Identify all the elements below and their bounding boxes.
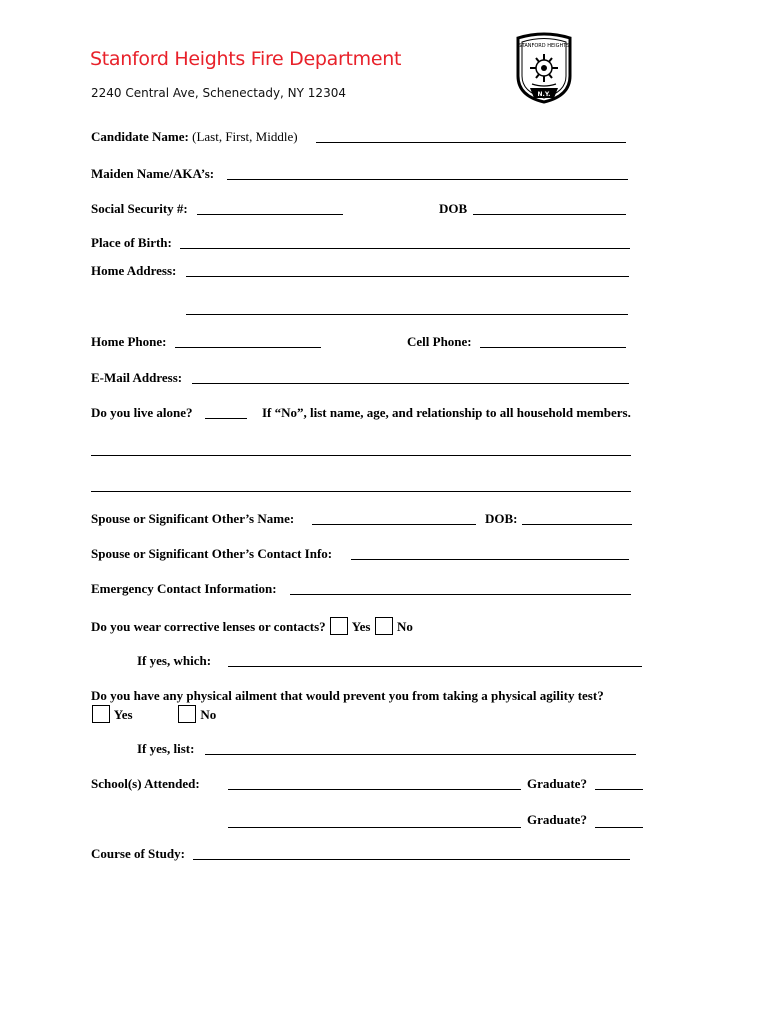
household-members-field-2[interactable]	[91, 490, 631, 492]
spouse-name-field[interactable]	[312, 523, 476, 525]
graduate-field-2[interactable]	[595, 826, 643, 828]
lenses-yes-checkbox[interactable]	[330, 617, 348, 635]
school-field-2[interactable]	[228, 826, 521, 828]
ailment-list-field[interactable]	[205, 753, 636, 755]
ailment-no-label: No	[200, 707, 217, 722]
schools-label: School(s) Attended:	[91, 776, 200, 791]
corrective-lenses-label: Do you wear corrective lenses or contacts?	[91, 619, 326, 634]
graduate-label-1: Graduate?	[527, 776, 587, 791]
home-address-field-1[interactable]	[186, 275, 629, 277]
spouse-contact-field[interactable]	[351, 558, 629, 560]
ssn-field[interactable]	[197, 213, 343, 215]
ailment-no-checkbox[interactable]	[178, 705, 196, 723]
emergency-contact-label: Emergency Contact Information:	[91, 581, 277, 596]
lenses-which-field[interactable]	[228, 665, 642, 667]
dob-field[interactable]	[473, 213, 626, 215]
cell-phone-label: Cell Phone:	[407, 334, 472, 349]
household-members-field-1[interactable]	[91, 454, 631, 456]
physical-ailment-options	[91, 705, 216, 723]
candidate-name-hint: (Last, First, Middle)	[192, 129, 298, 144]
home-phone-field[interactable]	[175, 346, 321, 348]
home-address-field-2[interactable]	[186, 313, 628, 315]
cell-phone-field[interactable]	[480, 346, 626, 348]
spouse-contact-label: Spouse or Significant Other’s Contact Info:	[91, 546, 333, 561]
place-of-birth-label: Place of Birth:	[91, 235, 172, 250]
ssn-label: Social Security #:	[91, 201, 188, 216]
dob-label: DOB	[439, 201, 468, 216]
course-of-study-label: Course of Study:	[91, 846, 185, 861]
spouse-dob-field[interactable]	[522, 523, 632, 525]
email-field[interactable]	[192, 382, 629, 384]
email-label: E-Mail Address:	[91, 370, 183, 385]
spouse-name-label: Spouse or Significant Other’s Name:	[91, 511, 295, 526]
department-title: Stanford Heights Fire Department	[90, 48, 402, 70]
school-field-1[interactable]	[228, 788, 521, 790]
ailment-followup-label: If yes, list:	[137, 741, 195, 756]
live-alone-field[interactable]	[205, 417, 247, 419]
candidate-name-field[interactable]	[316, 141, 626, 143]
course-of-study-field[interactable]	[193, 858, 630, 860]
lenses-no-label: No	[396, 619, 413, 634]
logo-top-text: STANFORD HEIGHTS	[518, 43, 570, 49]
graduate-field-1[interactable]	[595, 788, 643, 790]
candidate-name-label: Candidate Name:	[91, 129, 189, 144]
ailment-yes-checkbox[interactable]	[92, 705, 110, 723]
lenses-no-checkbox[interactable]	[375, 617, 393, 635]
physical-ailment-label: Do you have any physical ailment that would prevent you from taking a physical agility test?	[91, 688, 604, 703]
lenses-followup-label: If yes, which:	[137, 653, 212, 668]
ailment-yes-label: Yes	[113, 707, 133, 722]
lenses-yes-label: Yes	[351, 619, 371, 634]
live-alone-label: Do you live alone?	[91, 405, 193, 420]
spouse-dob-label: DOB:	[485, 511, 518, 526]
maiden-name-field[interactable]	[227, 178, 628, 180]
emergency-contact-field[interactable]	[290, 593, 631, 595]
department-address: 2240 Central Ave, Schenectady, NY 12304	[91, 86, 346, 100]
home-phone-label: Home Phone:	[91, 334, 167, 349]
household-instruction: If “No”, list name, age, and relationship to all household members.	[262, 405, 631, 420]
fire-department-logo	[512, 32, 576, 104]
maiden-name-label: Maiden Name/AKA’s:	[91, 166, 215, 181]
logo-bottom-text: N.Y.	[537, 91, 551, 98]
corrective-lenses-row	[91, 617, 413, 635]
home-address-label: Home Address:	[91, 263, 177, 278]
candidate-name-row	[91, 129, 298, 145]
graduate-label-2: Graduate?	[527, 812, 587, 827]
place-of-birth-field[interactable]	[180, 247, 630, 249]
